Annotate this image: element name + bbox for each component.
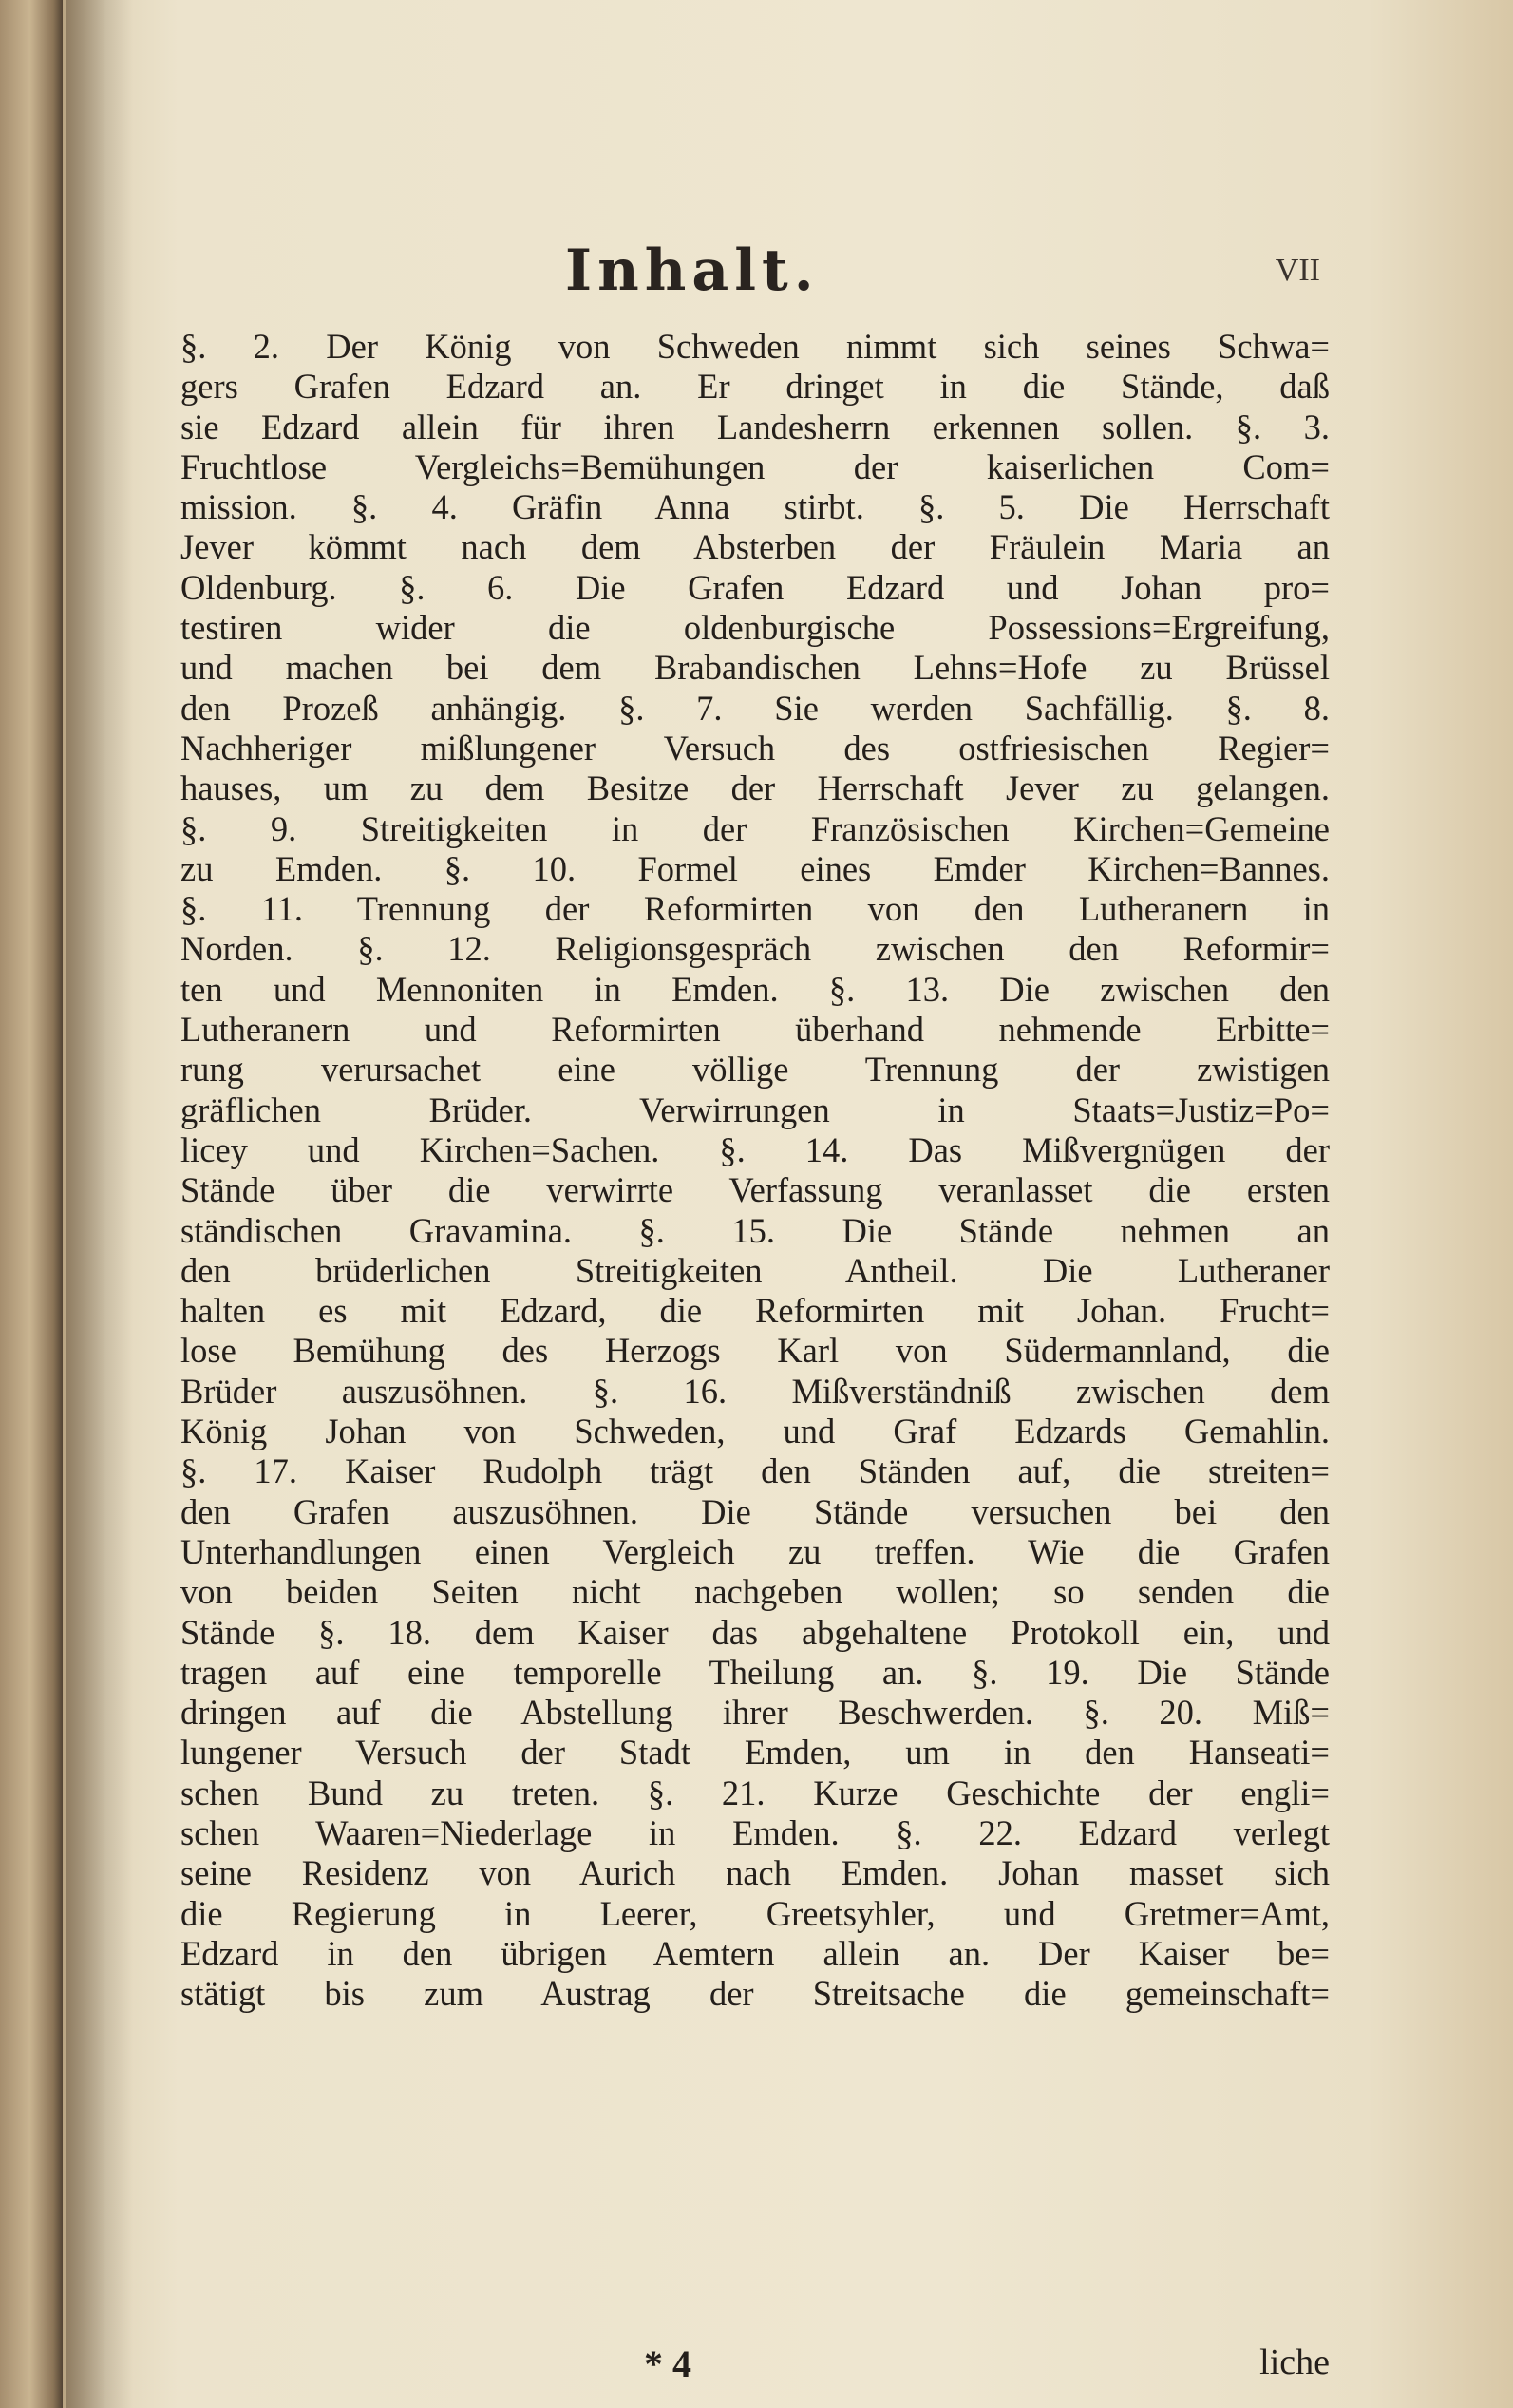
text-line: und machen bei dem Brabandischen Lehns=Hofe zu Brüssel: [180, 648, 1330, 688]
text-body: [180, 327, 1330, 2014]
text-line: tragen auf eine temporelle Theilung an. §. 19. Die Stände: [180, 1652, 1330, 1692]
header-title: Inhalt.: [565, 237, 820, 304]
text-line: mission. §. 4. Gräfin Anna stirbt. §. 5. Die Herrschaft: [180, 487, 1330, 527]
text-line: den Grafen auszusöhnen. Die Stände versuchen bei den: [180, 1491, 1330, 1531]
text-line: ten und Mennoniten in Emden. §. 13. Die zwischen den: [180, 969, 1330, 1009]
page-footer: [180, 2342, 1330, 2389]
text-line: halten es mit Edzard, die Reformirten mit Johan. Frucht=: [180, 1291, 1330, 1331]
left-page-edge: [0, 0, 66, 2408]
page-number: VII: [1275, 253, 1320, 288]
text-line: §. 9. Streitigkeiten in der Französischen Kirchen=Gemeine: [180, 808, 1330, 848]
text-line: Jever kömmt nach dem Absterben der Fräulein Maria an: [180, 527, 1330, 567]
text-line: schen Waaren=Niederlage in Emden. §. 22. Edzard verlegt: [180, 1812, 1330, 1852]
text-line: Oldenburg. §. 6. Die Grafen Edzard und Johan pro=: [180, 567, 1330, 607]
text-line: stätigt bis zum Austrag der Streitsache die gemeinschaft=: [180, 1974, 1330, 2014]
text-line: seine Residenz von Aurich nach Emden. Johan masset sich: [180, 1853, 1330, 1893]
running-header: [180, 237, 1320, 304]
text-line: zu Emden. §. 10. Formel eines Emder Kirchen=Bannes.: [180, 848, 1330, 888]
text-line: den Prozeß anhängig. §. 7. Sie werden Sachfällig. §. 8.: [180, 688, 1330, 728]
text-line: gräflichen Brüder. Verwirrungen in Staats=Justiz=Po=: [180, 1090, 1330, 1129]
text-line: die Regierung in Leerer, Greetsyhler, und Gretmer=Amt,: [180, 1893, 1330, 1933]
text-line: Stände über die verwirrte Verfassung veranlasset die ersten: [180, 1170, 1330, 1210]
gutter-shadow: [66, 0, 133, 2408]
catchword: liche: [1259, 2342, 1330, 2382]
text-line: rung verursachet eine völlige Trennung der zwistigen: [180, 1050, 1330, 1090]
text-line: Stände §. 18. dem Kaiser das abgehaltene Protokoll ein, und: [180, 1612, 1330, 1652]
text-line: Lutheranern und Reformirten überhand nehmende Erbitte=: [180, 1010, 1330, 1050]
text-line: §. 17. Kaiser Rudolph trägt den Ständen auf, die streiten=: [180, 1451, 1330, 1491]
text-line: den brüderlichen Streitigkeiten Antheil. Die Lutheraner: [180, 1250, 1330, 1290]
text-line: ständischen Gravamina. §. 15. Die Stände nehmen an: [180, 1210, 1330, 1250]
text-line: Nachheriger mißlungener Versuch des ostfriesischen Regier=: [180, 728, 1330, 768]
text-line: Edzard in den übrigen Aemtern allein an. Der Kaiser be=: [180, 1933, 1330, 1973]
text-line: König Johan von Schweden, und Graf Edzards Gemahlin.: [180, 1412, 1330, 1451]
text-line: lose Bemühung des Herzogs Karl von Südermannland, die: [180, 1331, 1330, 1371]
text-line: licey und Kirchen=Sachen. §. 14. Das Mißvergnügen der: [180, 1129, 1330, 1169]
text-line: §. 11. Trennung der Reformirten von den Lutheranern in: [180, 889, 1330, 929]
text-line: dringen auf die Abstellung ihrer Beschwerden. §. 20. Miß=: [180, 1693, 1330, 1733]
text-line: gers Grafen Edzard an. Er dringet in die Stände, daß: [180, 367, 1330, 407]
text-line: testiren wider die oldenburgische Possessions=Ergreifung,: [180, 608, 1330, 648]
text-line: sie Edzard allein für ihren Landesherrn erkennen sollen. §. 3.: [180, 407, 1330, 446]
text-line: Fruchtlose Vergleichs=Bemühungen der kaiserlichen Com=: [180, 446, 1330, 486]
text-line: lungener Versuch der Stadt Emden, um in den Hanseati=: [180, 1733, 1330, 1773]
signature-mark: * 4: [644, 2342, 691, 2385]
text-line: §. 2. Der König von Schweden nimmt sich seines Schwa=: [180, 327, 1330, 366]
text-line: hauses, um zu dem Besitze der Herrschaft Jever zu gelangen.: [180, 768, 1330, 808]
text-line: von beiden Seiten nicht nachgeben wollen; so senden die: [180, 1572, 1330, 1612]
text-line: Unterhandlungen einen Vergleich zu treffen. Wie die Grafen: [180, 1531, 1330, 1571]
text-line: Norden. §. 12. Religionsgespräch zwischen den Reformir=: [180, 929, 1330, 969]
text-line: Brüder auszusöhnen. §. 16. Mißverständniß zwischen dem: [180, 1371, 1330, 1411]
text-line: schen Bund zu treten. §. 21. Kurze Geschichte der engli=: [180, 1773, 1330, 1812]
